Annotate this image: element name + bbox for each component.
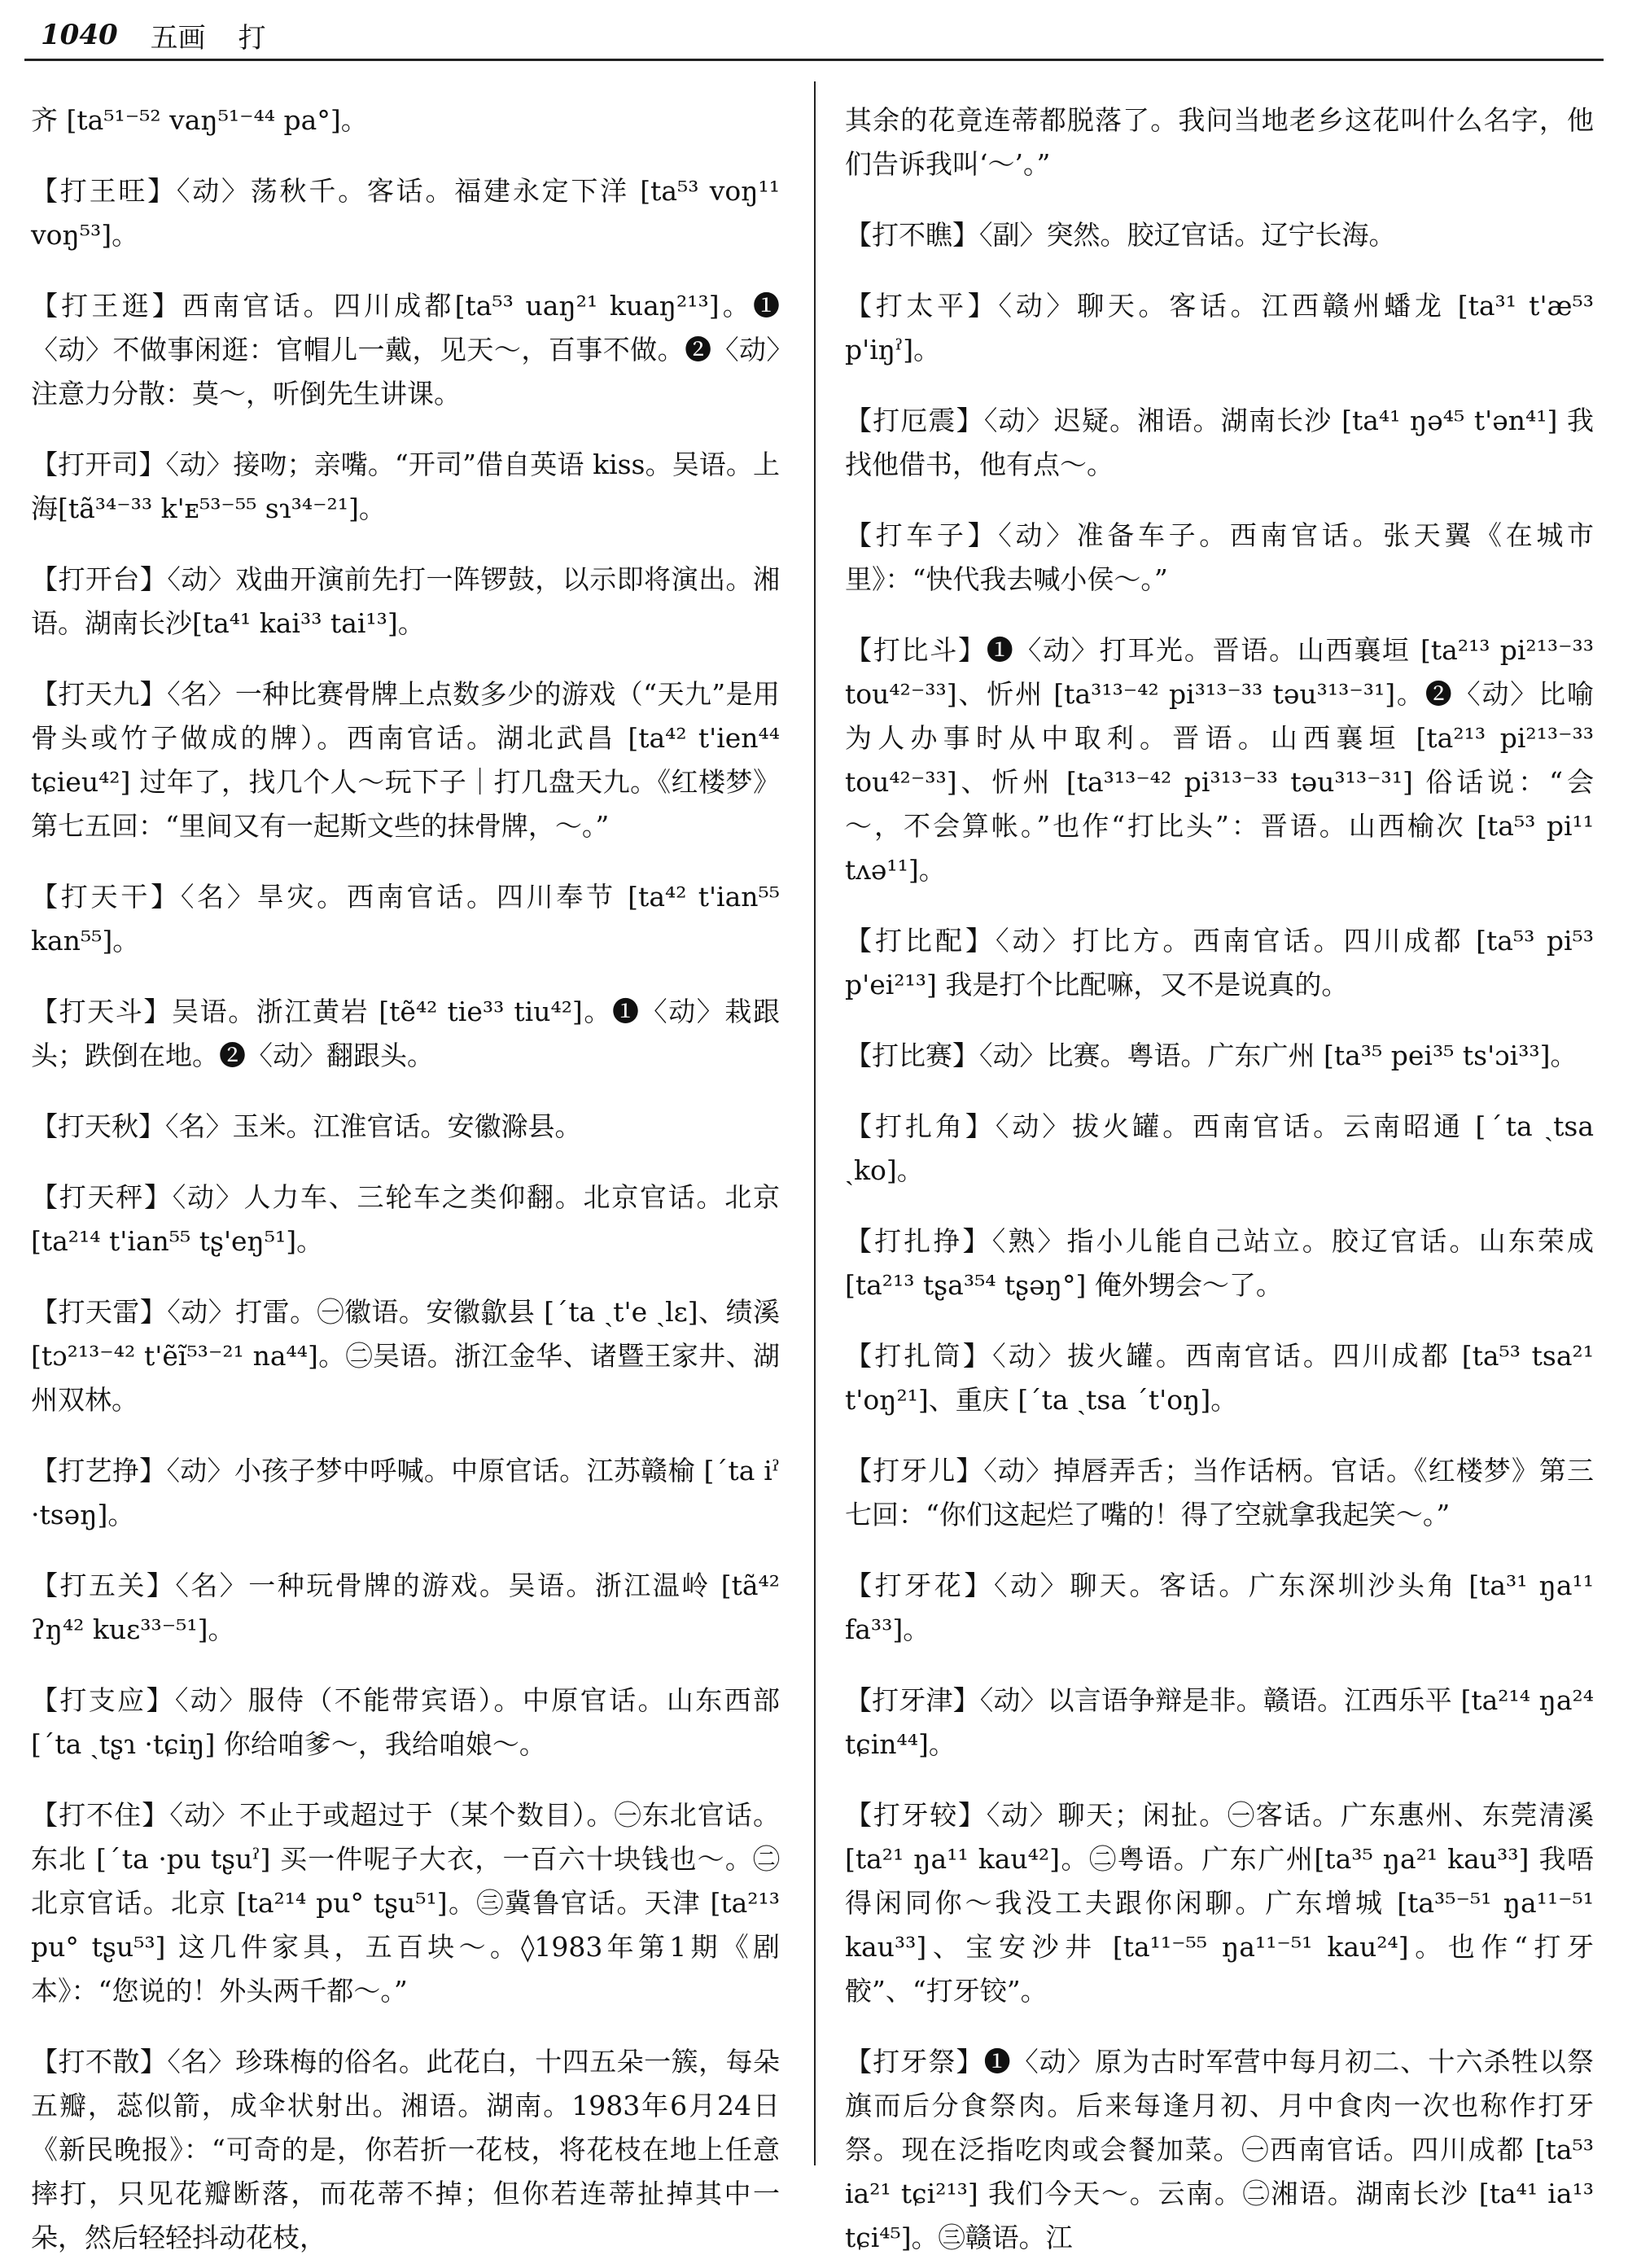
entry: 【打开司】〈动〉接吻；亲嘴。“开司”借自英语 kiss。吴语。上海[tã³⁴⁻³³ k'ᴇ⁵³⁻⁵⁵ sɿ³⁴⁻²¹]。 bbox=[31, 449, 780, 524]
entry: 【打天秤】〈动〉人力车、三轮车之类仰翻。北京官话。北京 [ta²¹⁴ t'ian⁵⁵ tʂ'eŋ⁵¹]。 bbox=[31, 1181, 780, 1257]
entry: 【打牙祭】❶〈动〉原为古时军营中每月初二、十六杀牲以祭旗而后分食祭肉。后来每逢月初、月中食肉一次也称作打牙祭。现在泛指吃肉或会餐加菜。㊀西南官话。四川成都 [ta⁵³ ia²¹ tɕi²¹³] 我们今天～。云南。㊁湘语。湖南长沙 [ta⁴¹ ia¹³ tɕi⁴⁵]。㊂赣语。江 bbox=[845, 2046, 1594, 2253]
entry: 【打太平】〈动〉聊天。客话。江西赣州蟠龙 [ta³¹ t'æ⁵³ p'iŋˀ]。 bbox=[845, 290, 1594, 366]
entry: 【打王旺】〈动〉荡秋千。客话。福建永定下洋 [ta⁵³ voŋ¹¹ voŋ⁵³]。 bbox=[31, 175, 780, 251]
entry: 【打扎挣】〈熟〉指小儿能自己站立。胶辽官话。山东荣成 [ta²¹³ tʂa³⁵⁴ tʂəŋ°] 俺外甥会～了。 bbox=[845, 1225, 1594, 1301]
right-column bbox=[845, 72, 1594, 2268]
entry: 【打天干】〈名〉旱灾。西南官话。四川奉节 [ta⁴² t'ian⁵⁵ kan⁵⁵]。 bbox=[31, 881, 780, 957]
entry: 【打比配】〈动〉打比方。西南官话。四川成都 [ta⁵³ pi⁵³ p'ei²¹³] 我是打个比配嘛，又不是说真的。 bbox=[845, 925, 1594, 1000]
entry: 【打王逛】西南官话。四川成都[ta⁵³ uaŋ²¹ kuaŋ²¹³]。❶〈动〉不做事闲逛：官帽儿一戴，见天～，百事不做。❷〈动〉注意力分散：莫～，听倒先生讲课。 bbox=[31, 290, 780, 409]
header-char: 打 bbox=[238, 21, 266, 55]
entry: 【打五关】〈名〉一种玩骨牌的游戏。吴语。浙江温岭 [tã⁴² ʔŋ⁴² kuɛ³³⁻⁵¹]。 bbox=[31, 1570, 780, 1645]
entry: 【打车子】〈动〉准备车子。西南官话。张天翼《在城市里》：“快代我去喊小侯～。” bbox=[845, 519, 1594, 595]
page-header bbox=[24, 11, 1604, 61]
page-number: 1040 bbox=[41, 19, 118, 51]
entry: 【打牙较】〈动〉聊天；闲扯。㊀客话。广东惠州、东莞清溪 [ta²¹ ŋa¹¹ kau⁴²]。㊁粤语。广东广州[ta³⁵ ŋa²¹ kau³³] 我唔得闲同你～我没工夫跟你闲聊。广东增城 [ta³⁵⁻⁵¹ ŋa¹¹⁻⁵¹ kau³³]、宝安沙井 [ta¹¹⁻⁵⁵ ŋa¹¹⁻⁵¹ kau²⁴]。也作“打牙骹”、“打牙铰”。 bbox=[845, 1799, 1594, 2007]
left-column bbox=[31, 72, 780, 2268]
entry: 【打天雷】〈动〉打雷。㊀徽语。安徽歙县 [ˊta ˏt'e ˏlɛ]、绩溪 [tɔ²¹³⁻⁴² t'ẽĩ⁵³⁻²¹ na⁴⁴]。㊁吴语。浙江金华、诸暨王家井、湖州双林。 bbox=[31, 1296, 780, 1416]
entry: 【打牙花】〈动〉聊天。客话。广东深圳沙头角 [ta³¹ ŋa¹¹ fa³³]。 bbox=[845, 1570, 1594, 1645]
entry: 【打天九】〈名〉一种比赛骨牌上点数多少的游戏（“天九”是用骨头或竹子做成的牌）。西南官话。湖北武昌 [ta⁴² t'ien⁴⁴ tɕieu⁴²] 过年了，找几个人～玩下子｜打几盘天九。《红楼梦》第七五回：“里间又有一起斯文些的抹骨牌，～。” bbox=[31, 678, 780, 842]
entry: 【打牙儿】〈动〉掉唇弄舌；当作话柄。官话。《红楼梦》第三七回：“你们这起烂了嘴的！得了空就拿我起笑～。” bbox=[845, 1455, 1594, 1530]
entry: 【打不瞧】〈副〉突然。胶辽官话。辽宁长海。 bbox=[845, 219, 1396, 251]
entry: 【打扎角】〈动〉拔火罐。西南官话。云南昭通 [ˊta ˏtsa ˏko]。 bbox=[845, 1110, 1594, 1186]
entry: 【打支应】〈动〉服侍（不能带宾语）。中原官话。山东西部 [ˊta ˏtʂɿ ·tɕiŋ] 你给咱爹～，我给咱娘～。 bbox=[31, 1684, 780, 1760]
entry: 【打扎筒】〈动〉拔火罐。西南官话。四川成都 [ta⁵³ tsa²¹ t'oŋ²¹]、重庆 [ˊta ˏtsa ˊt'oŋ]。 bbox=[845, 1340, 1594, 1416]
entry: 【打比赛】〈动〉比赛。粤语。广东广州 [ta³⁵ pei³⁵ ts'ɔi³³]。 bbox=[845, 1040, 1578, 1071]
entry: 【打艺挣】〈动〉小孩子梦中呼喊。中原官话。江苏赣榆 [ˊta iˀ ·tsəŋ]。 bbox=[31, 1455, 780, 1530]
column-divider bbox=[814, 81, 816, 2165]
entry: 齐 [ta⁵¹⁻⁵² vaŋ⁵¹⁻⁴⁴ pa°]。 bbox=[31, 104, 368, 136]
section-label: 五画 bbox=[150, 21, 206, 55]
entry: 【打厄震】〈动〉迟疑。湘语。湖南长沙 [ta⁴¹ ŋə⁴⁵ t'ən⁴¹] 我找他借书，他有点～。 bbox=[845, 405, 1594, 480]
entry: 【打比斗】❶〈动〉打耳光。晋语。山西襄垣 [ta²¹³ pi²¹³⁻³³ tou⁴²⁻³³]、忻州 [ta³¹³⁻⁴² pi³¹³⁻³³ təu³¹³⁻³¹]。❷〈动〉比喻为人办事时从中取利。晋语。山西襄垣 [ta²¹³ pi²¹³⁻³³ tou⁴²⁻³³]、忻州 [ta³¹³⁻⁴² pi³¹³⁻³³ təu³¹³⁻³¹] 俗话说：“会～，不会算帐。”也作“打比头”：晋语。山西榆次 [ta⁵³ pi¹¹ tʌə¹¹]。 bbox=[845, 634, 1594, 886]
entry: 【打天秋】〈名〉玉米。江淮官话。安徽滁县。 bbox=[31, 1110, 582, 1142]
entry: 【打天斗】吴语。浙江黄岩 [tẽ⁴² tie³³ tiu⁴²]。❶〈动〉栽跟头；跌倒在地。❷〈动〉翻跟头。 bbox=[31, 996, 780, 1071]
entry: 【打牙津】〈动〉以言语争辩是非。赣语。江西乐平 [ta²¹⁴ ŋa²⁴ tɕin⁴⁴]。 bbox=[845, 1684, 1594, 1760]
entry: 其余的花竟连蒂都脱落了。我问当地老乡这花叫什么名字，他们告诉我叫‘～’。” bbox=[845, 104, 1594, 180]
entry: 【打开台】〈动〉戏曲开演前先打一阵锣鼓，以示即将演出。湘语。湖南长沙[ta⁴¹ kai³³ tai¹³]。 bbox=[31, 563, 780, 639]
entry: 【打不散】〈名〉珍珠梅的俗名。此花白，十四五朵一簇，每朵五瓣，蕊似箭，成伞状射出。湘语。湖南。1983年6月24日《新民晚报》：“可奇的是，你若折一花枝，将花枝在地上任意摔打，只见花瓣断落，而花蒂不掉；但你若连蒂扯掉其中一朵，然后轻轻抖动花枝， bbox=[31, 2046, 780, 2253]
entry: 【打不住】〈动〉不止于或超过于（某个数目）。㊀东北官话。东北 [ˊta ·pu tʂuˀ] 买一件呢子大衣，一百六十块钱也～。㊁北京官话。北京 [ta²¹⁴ pu° tʂu⁵¹]。㊂冀鲁官话。天津 [ta²¹³ pu° tʂu⁵³] 这几件家具，五百块～。◊1983年第1期《剧本》：“您说的！外头两千都～。” bbox=[31, 1799, 780, 2007]
